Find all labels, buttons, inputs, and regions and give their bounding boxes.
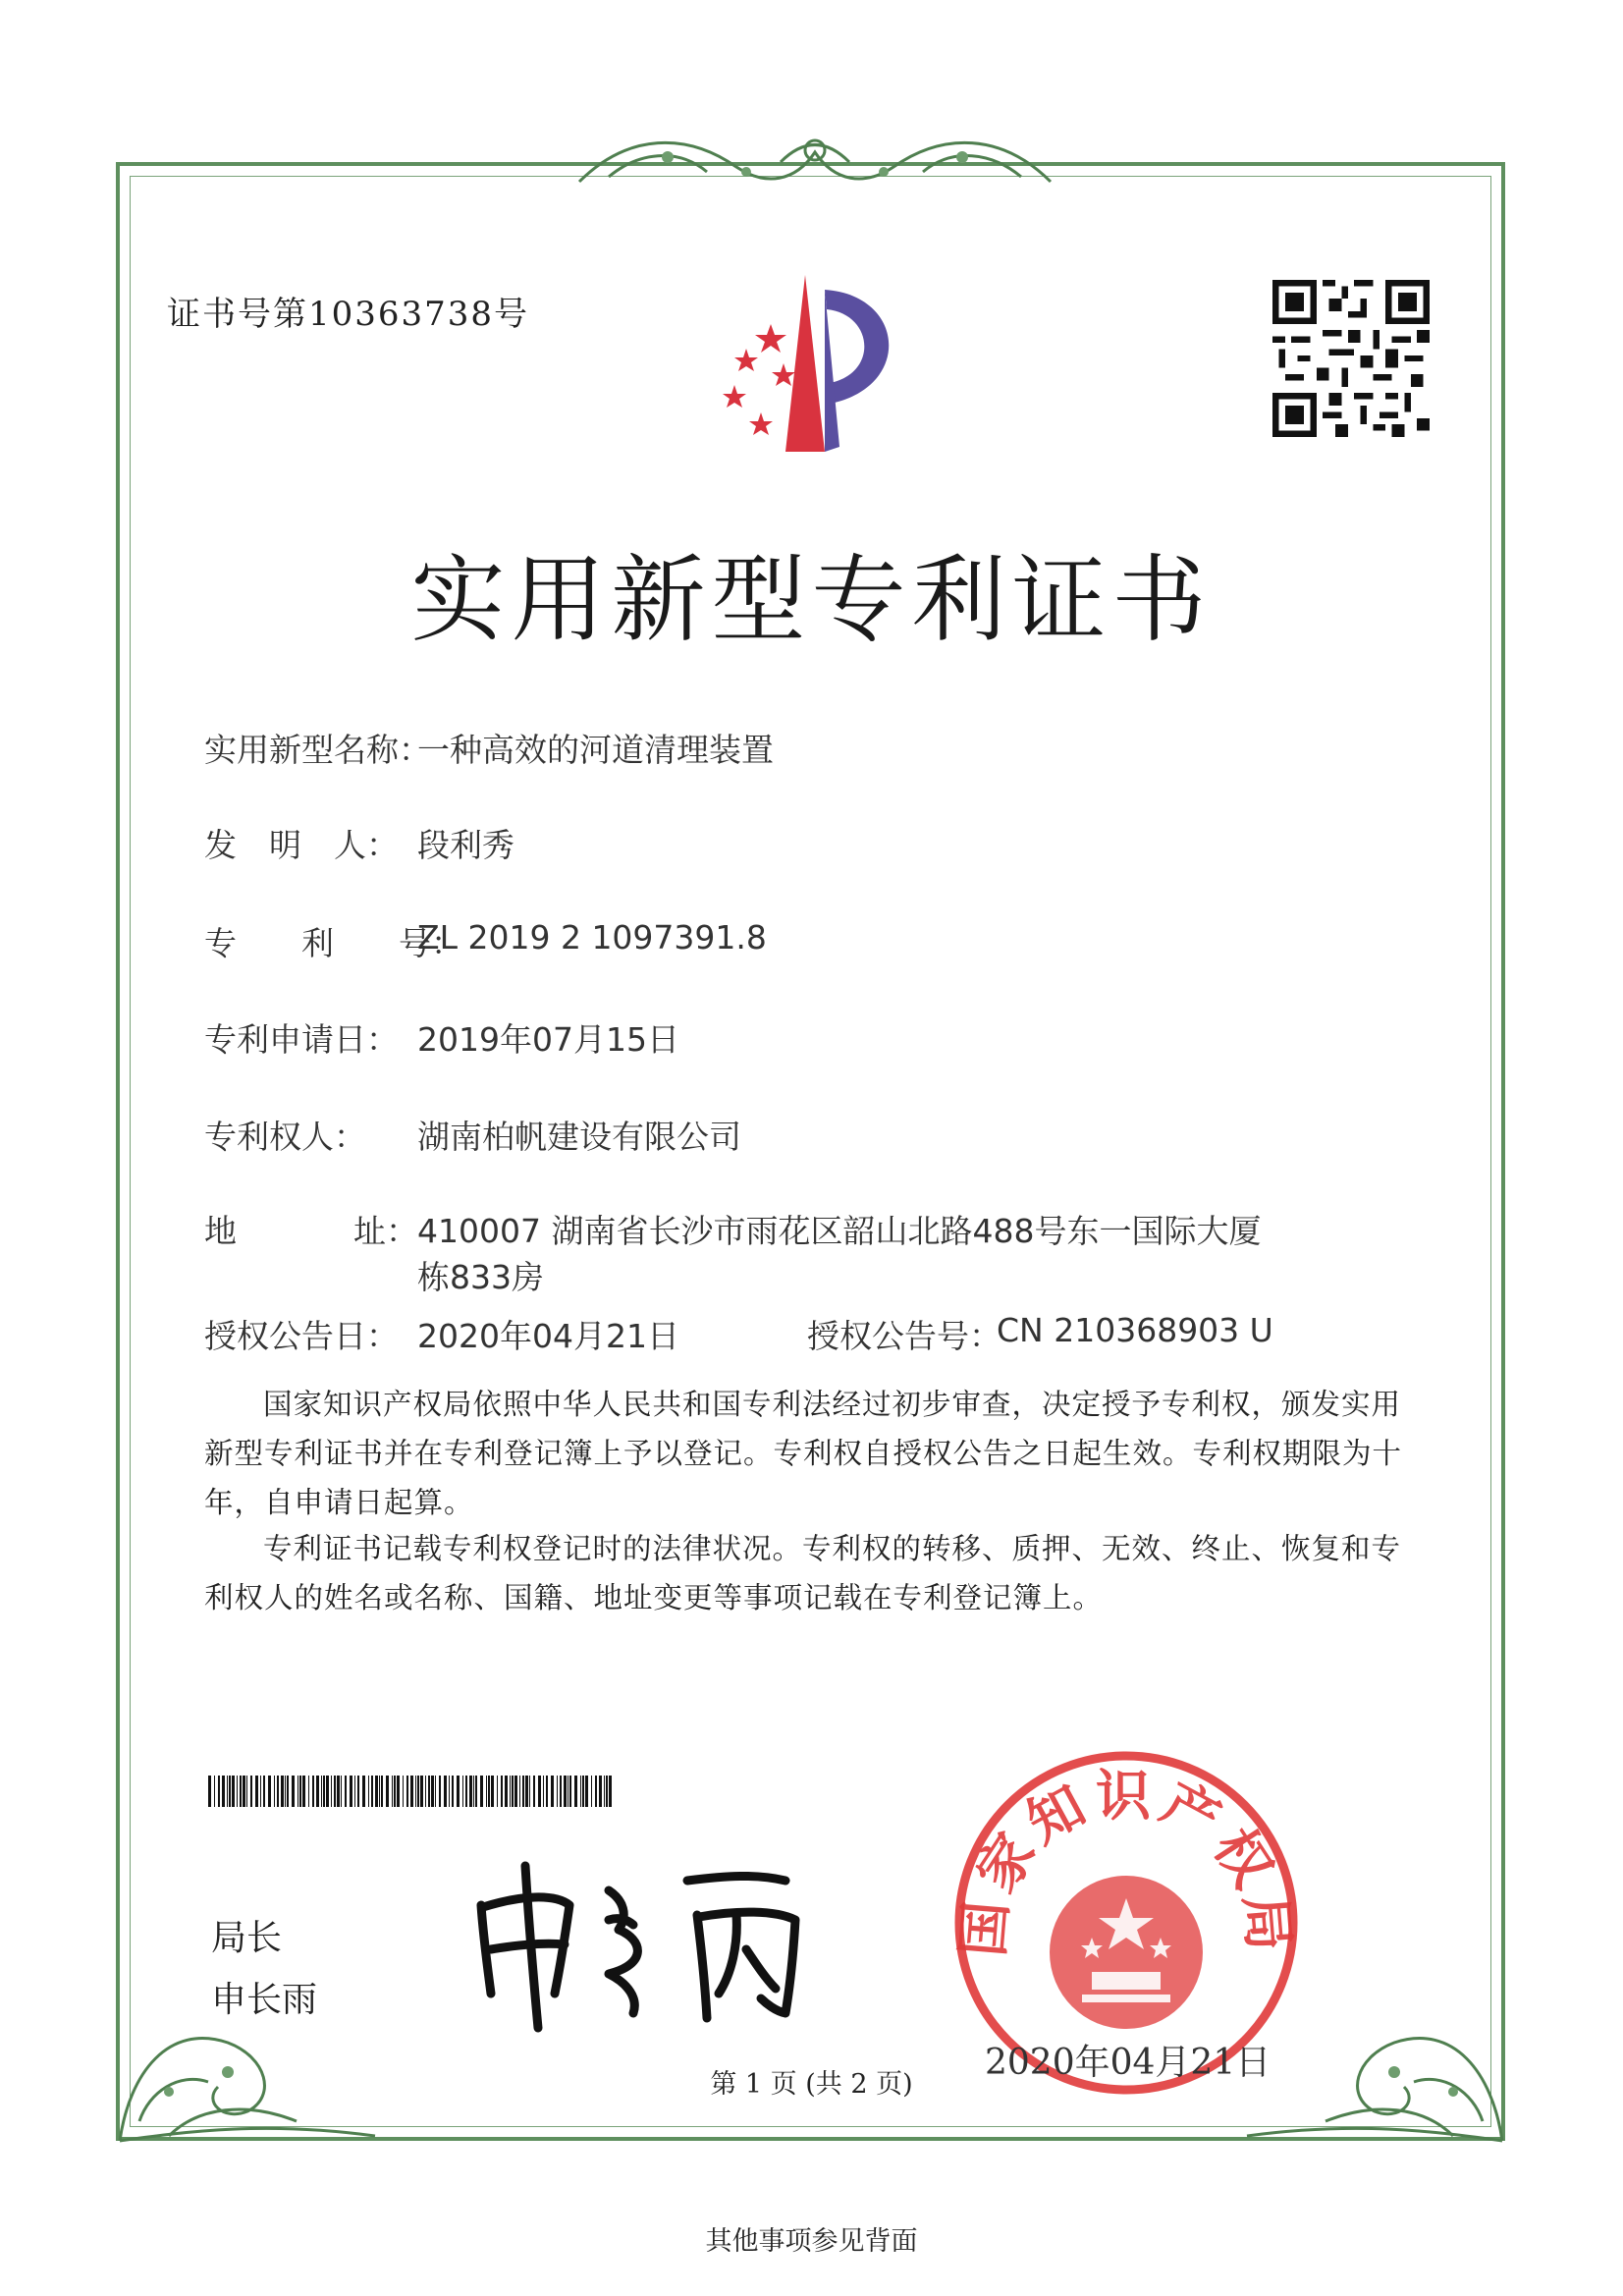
paragraph-grant-statement: 国家知识产权局依照中华人民共和国专利法经过初步审查，决定授予专利权，颁发实用新型专利证书并在专利登记簿上予以登记。专利权自授权公告之日起生效。专利权期限为十年，自申请日起算。: [204, 1388, 1403, 1519]
address-label-part1: 地: [204, 1212, 237, 1250]
filing-date-value: 2019年07月15日: [417, 1020, 679, 1059]
address-value-line1: 410007 湖南省长沙市雨花区韶山北路488号东一国际大厦: [417, 1212, 1262, 1250]
seal-date: 2020年04月21日: [985, 2043, 1271, 2083]
director-title: 局长: [211, 1918, 283, 1958]
address-label-part2: 址：: [353, 1212, 418, 1250]
filing-date-label: 专利申请日：: [204, 1020, 399, 1059]
qr-code-icon: [1272, 280, 1430, 437]
grant-date-label: 授权公告日：: [204, 1317, 399, 1355]
seal-text: 国家知识产权局: [951, 1765, 1301, 1959]
inventor-value: 段利秀: [417, 826, 514, 864]
name-label: 实用新型名称：: [204, 731, 431, 769]
patent-number-value: ZL 2019 2 1097391.8: [417, 918, 767, 957]
barcode-icon: [208, 1776, 613, 1807]
patent-number-label: 专 利 号：: [204, 924, 463, 962]
grant-date-value: 2020年04月21日: [417, 1317, 679, 1355]
page-indicator: 第 1 页 (共 2 页): [710, 2069, 913, 2100]
patent-office-logo-icon: [677, 265, 933, 462]
handwritten-signature: [461, 1846, 815, 2033]
grant-number-value: CN 210368903 U: [997, 1311, 1273, 1349]
address-value-line2: 栋833房: [417, 1258, 544, 1296]
inventor-label: 发 明 人：: [204, 826, 399, 864]
patentee-value: 湖南柏帆建设有限公司: [417, 1118, 741, 1156]
patentee-label: 专利权人：: [204, 1118, 366, 1156]
page-title: 实用新型专利证书: [410, 545, 1213, 655]
certificate-number: 证书号第10363738号: [167, 295, 530, 334]
name-value: 一种高效的河道清理装置: [417, 731, 774, 769]
footer-note: 其他事项参见背面: [705, 2226, 918, 2257]
grant-number-label: 授权公告号：: [807, 1317, 1001, 1355]
top-ornament-icon: [569, 123, 1060, 201]
director-name: 申长雨: [211, 1980, 318, 2020]
paragraph-legal-status: 专利证书记载专利权登记时的法律状况。专利权的转移、质押、无效、终止、恢复和专利权人的姓名或名称、国籍、地址变更等事项记载在专利登记簿上。: [204, 1532, 1402, 1614]
